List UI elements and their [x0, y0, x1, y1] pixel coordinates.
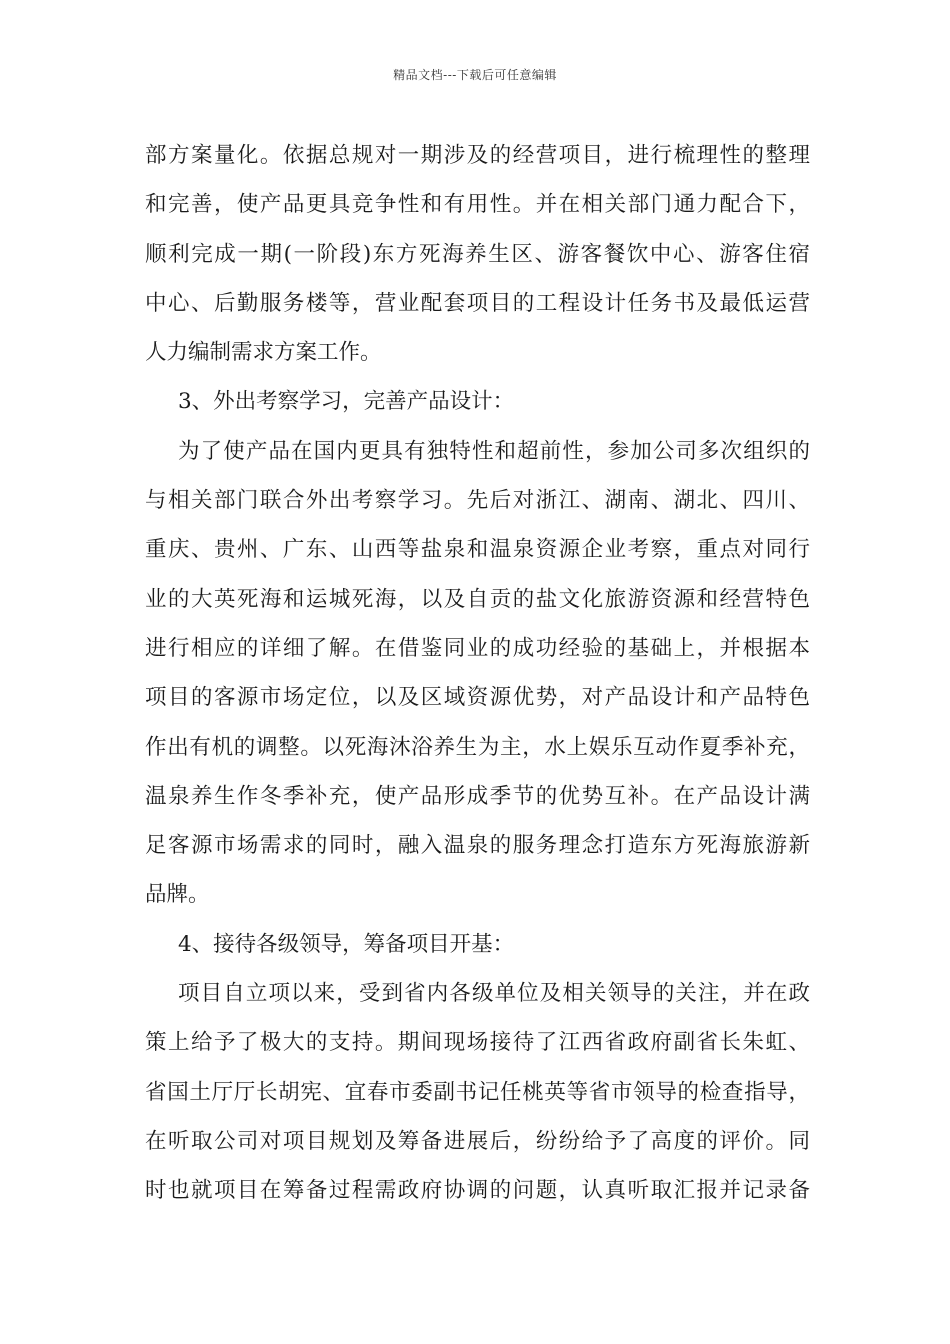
document-body — [145, 131, 810, 1216]
text-line: 作出有机的调整。以死海沐浴养生为主，水上娱乐互动作夏季补充， — [145, 734, 810, 760]
text-line: 人力编制需求方案工作。 — [145, 340, 382, 366]
text-line: 品牌。 — [145, 882, 210, 908]
text-line: 部方案量化。依据总规对一期涉及的经营项目，进行梳理性的整理 — [145, 143, 810, 168]
text-line: 顺利完成一期(一阶段)东方死海养生区、游客餐饮中心、游客住宿 — [145, 241, 810, 267]
text-line: 为了使产品在国内更具有独特性和超前性，参加公司多次组织的 — [178, 438, 810, 464]
page-header: 精品文档---下载后可任意编辑 — [393, 68, 557, 82]
section-heading: 4、接待各级领导，筹备项目开基： — [178, 931, 515, 957]
text-line: 在听取公司对项目规划及筹备进展后，纷纷给予了高度的评价。同 — [145, 1128, 810, 1154]
section-heading: 3、外出考察学习，完善产品设计： — [178, 389, 515, 415]
text-line: 时也就项目在筹备过程需政府协调的问题，认真听取汇报并记录备 — [145, 1178, 810, 1204]
text-line: 项目自立项以来，受到省内各级单位及相关领导的关注，并在政 — [178, 981, 810, 1007]
text-line: 项目的客源市场定位，以及区域资源优势，对产品设计和产品特色 — [145, 685, 810, 711]
text-line: 省国土厅厅长胡宪、宜春市委副书记任桃英等省市领导的检查指导， — [145, 1079, 810, 1105]
text-line: 策上给予了极大的支持。期间现场接待了江西省政府副省长朱虹、 — [145, 1030, 810, 1056]
text-line: 足客源市场需求的同时，融入温泉的服务理念打造东方死海旅游新 — [145, 833, 810, 859]
text-line: 和完善，使产品更具竞争性和有用性。并在相关部门通力配合下， — [145, 192, 810, 218]
text-line: 进行相应的详细了解。在借鉴同业的成功经验的基础上，并根据本 — [145, 635, 810, 661]
text-line: 重庆、贵州、广东、山西等盐泉和温泉资源企业考察，重点对同行 — [145, 537, 810, 563]
text-line: 业的大英死海和运城死海，以及自贡的盐文化旅游资源和经营特色 — [145, 586, 810, 612]
text-line: 中心、后勤服务楼等，营业配套项目的工程设计任务书及最低运营 — [145, 290, 810, 316]
text-line: 温泉养生作冬季补充，使产品形成季节的优势互补。在产品设计满 — [145, 783, 810, 809]
text-line: 与相关部门联合外出考察学习。先后对浙江、湖南、湖北、四川、 — [145, 488, 810, 514]
